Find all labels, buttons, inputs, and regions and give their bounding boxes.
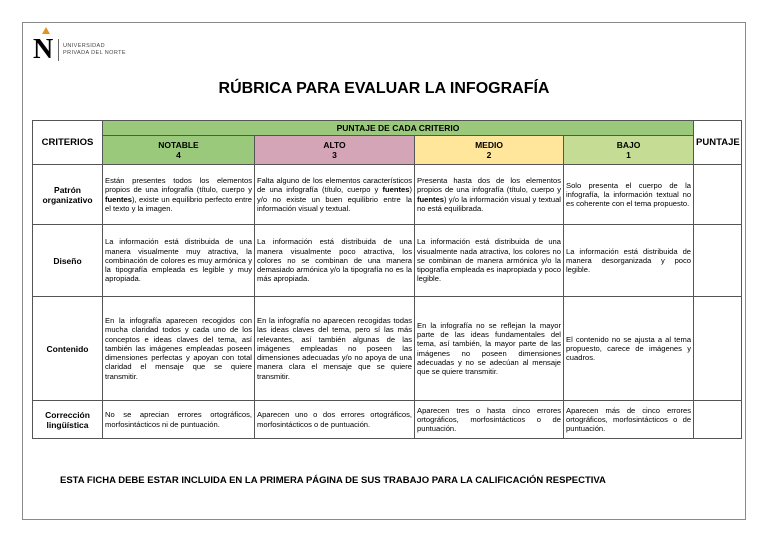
- logo-text: [63, 43, 126, 57]
- descriptor-text: ) y/o la información visual y textual no está equilibrada.: [417, 194, 561, 213]
- puntaje-cell: [694, 297, 742, 401]
- logo-line-2: PRIVADA DEL NORTE: [63, 50, 126, 56]
- logo-line-1: UNIVERSIDAD: [63, 43, 105, 49]
- descriptor-bold: fuentes: [382, 185, 410, 195]
- descriptor-cell: Aparecen uno o dos errores ortográficos, morfosintácticos o de puntuación.: [255, 401, 415, 439]
- level-alto: [255, 136, 415, 165]
- descriptor-cell: Aparecen más de cinco errores ortográficos, morfosintácticos o de puntuación.: [564, 401, 694, 439]
- logo-accent-mark: [42, 27, 50, 34]
- descriptor-cell: En la infografía no aparecen recogidas todas las ideas claves del tema, pero sí las más relevantes, así también algunas de las imágenes empleadas no poseen las dimensiones adecuadas y/o no apoya de una manera clara el mensaje que se quiere transmitir.: [255, 297, 415, 401]
- logo-divider: [58, 39, 59, 61]
- descriptor-cell: La información está distribuida de una visualmente nada atractiva, los colores no se combinan de manera armónica y/o la tipografía empleada es inapropiada y poco legible.: [415, 225, 564, 297]
- criterio-cell: Contenido: [33, 297, 103, 401]
- descriptor-text: Presenta hasta dos de los elementos propios de una infografía (título, cuerpo y: [417, 176, 561, 195]
- descriptor-text: Falta alguno de los elementos característicos de una infografía (título, cuerpo y: [257, 176, 412, 195]
- puntaje-cell: [694, 401, 742, 439]
- level-name: MEDIO: [475, 140, 503, 150]
- logo-letter: N: [33, 34, 53, 65]
- criterio-cell: Corrección lingüística: [33, 401, 103, 439]
- descriptor-cell: En la infografía aparecen recogidos con mucha claridad todos y cada uno de los conceptos e ideas claves del tema, así también las imágenes empleadas poseen dimensiones perfectas y apoyan con total claridad el mensaje que se quiere transmitir.: [103, 297, 255, 401]
- descriptor-cell: En la infografía no se reflejan la mayor parte de las ideas fundamentales del tema, así también, la mayor parte de las imágenes no poseen dimensiones adecuadas y no se adecúan al mensaje que se quiere transmitir.: [415, 297, 564, 401]
- descriptor-cell: La información está distribuida de una manera visualmente muy atractiva, la combinación de colores es muy armónica y la tipografía empleada es legible y muy apropiada.: [103, 225, 255, 297]
- page-title: RÚBRICA PARA EVALUAR LA INFOGRAFÍA: [218, 80, 550, 97]
- descriptor-cell: [415, 165, 564, 225]
- descriptor-bold: fuentes: [105, 194, 133, 204]
- descriptor-cell: Solo presenta el cuerpo de la infografía, la información textual no es coherente con el tema propuesto.: [564, 165, 694, 225]
- criterio-cell: Patrón organizativo: [33, 165, 103, 225]
- level-score: 3: [332, 150, 337, 160]
- puntaje-cell: [694, 165, 742, 225]
- puntaje-cada-criterio-header: PUNTAJE DE CADA CRITERIO: [103, 121, 694, 136]
- table-row: [33, 165, 742, 225]
- level-name: BAJO: [616, 140, 641, 150]
- puntaje-header: PUNTAJE: [694, 121, 742, 165]
- descriptor-cell: El contenido no se ajusta a al tema propuesto, carece de imágenes y cuadros.: [564, 297, 694, 401]
- level-bajo: [564, 136, 694, 165]
- level-score: 4: [176, 150, 181, 160]
- table-row: [33, 401, 742, 439]
- descriptor-cell: La información está distribuida de manera desorganizada y poco legible.: [564, 225, 694, 297]
- descriptor-bold: fuentes: [417, 194, 445, 204]
- table-row: [33, 225, 742, 297]
- level-score: 2: [486, 150, 492, 160]
- descriptor-text: ), existe un equilibrio perfecto entre el texto y la imagen.: [105, 194, 252, 213]
- level-name: ALTO: [323, 140, 346, 150]
- footer-note: ESTA FICHA DEBE ESTAR INCLUIDA EN LA PRIMERA PÁGINA DE SUS TRABAJO PARA LA CALIFICACIÓN RESPECTIVA: [60, 475, 606, 486]
- descriptor-text: ) y/o no existe un buen equilibrio entre la información visual y textual.: [257, 185, 412, 213]
- level-medio: [415, 136, 564, 165]
- criterios-header: CRITERIOS: [33, 121, 103, 165]
- table-row: [33, 297, 742, 401]
- rubric-table: [32, 120, 742, 439]
- descriptor-cell: No se aprecian errores ortográficos, morfosintácticos ni de puntuación.: [103, 401, 255, 439]
- puntaje-cell: [694, 225, 742, 297]
- level-name: NOTABLE: [158, 140, 199, 150]
- descriptor-cell: La información está distribuida de una manera visualmente poco atractiva, los colores no se combinan de una manera demasiado armónica y/o la tipografía no es la más apropiada.: [255, 225, 415, 297]
- document-page: [22, 22, 746, 520]
- descriptor-cell: [103, 165, 255, 225]
- level-score: 1: [626, 150, 631, 160]
- descriptor-cell: Aparecen tres o hasta cinco errores ortográficos, morfosintácticos o de puntuación.: [415, 401, 564, 439]
- university-logo: [33, 33, 153, 69]
- level-notable: [103, 136, 255, 165]
- descriptor-text: Están presentes todos los elementos propios de una infografía (título, cuerpo y: [105, 176, 252, 195]
- descriptor-cell: [255, 165, 415, 225]
- criterio-cell: Diseño: [33, 225, 103, 297]
